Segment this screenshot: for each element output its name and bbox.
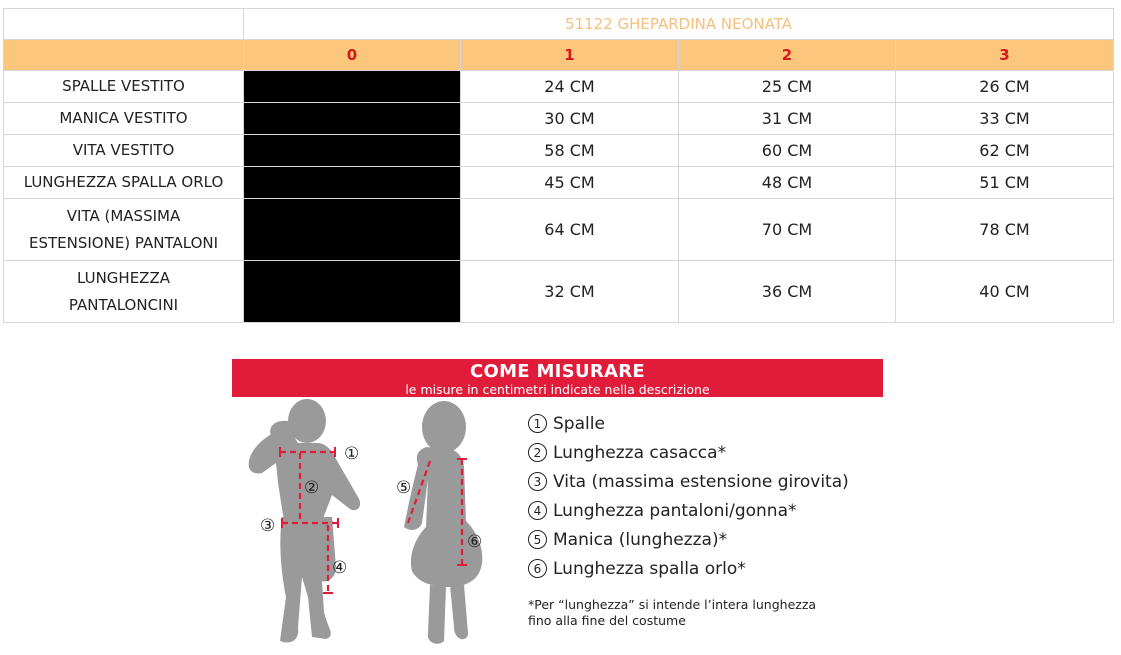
marker-1: ① [344, 444, 360, 464]
redacted-cell [244, 135, 461, 167]
table-row [4, 71, 1114, 103]
legend-item [528, 496, 888, 525]
table-cell: 78 CM [896, 199, 1114, 261]
row-label-line: PANTALONCINI [68, 295, 179, 314]
table-cell: 25 CM [679, 71, 896, 103]
marker-4: ④ [332, 558, 348, 578]
corner-cell [4, 9, 244, 40]
redacted-cell [244, 261, 461, 323]
row-label: VITA VESTITO [4, 135, 244, 167]
legend-number: 3 [528, 472, 547, 491]
row-label: LUNGHEZZA SPALLA ORLO [4, 167, 244, 199]
note-line: fino alla fine del costume [528, 613, 686, 628]
table-cell: 33 CM [896, 103, 1114, 135]
guide-subtitle: le misure in centimetri indicate nella descrizione [405, 382, 710, 397]
table-row [4, 261, 1114, 323]
legend-text: Lunghezza spalla orlo* [553, 558, 746, 579]
size-header-0: 0 [244, 40, 461, 71]
table-cell: 32 CM [461, 261, 679, 323]
legend-text: Vita (massima estensione girovita) [553, 471, 849, 492]
length-note [528, 597, 888, 629]
table-cell: 40 CM [896, 261, 1114, 323]
legend-text: Lunghezza casacca* [553, 442, 727, 463]
table-cell: 31 CM [679, 103, 896, 135]
table-cell: 24 CM [461, 71, 679, 103]
marker-3: ③ [260, 516, 276, 536]
row-label-line: LUNGHEZZA [76, 268, 170, 287]
table-cell: 58 CM [461, 135, 679, 167]
legend-number: 1 [528, 414, 547, 433]
legend-item [528, 467, 888, 496]
child-figures-illustration [232, 397, 522, 649]
measure-guide [232, 359, 883, 649]
legend-text: Spalle [553, 413, 605, 434]
guide-title: COME MISURARE [469, 361, 646, 382]
table-cell: 45 CM [461, 167, 679, 199]
legend-text: Manica (lunghezza)* [553, 529, 728, 550]
table-cell: 30 CM [461, 103, 679, 135]
marker-6: ⑥ [467, 532, 483, 552]
redacted-cell [244, 103, 461, 135]
row-label-line: ESTENSIONE) PANTALONI [28, 233, 219, 252]
legend-number: 5 [528, 530, 547, 549]
size-table [3, 8, 1114, 323]
guide-banner [232, 359, 883, 397]
size-header-1: 1 [461, 40, 679, 71]
marker-2: ② [304, 478, 320, 498]
table-row [4, 167, 1114, 199]
table-cell: 48 CM [679, 167, 896, 199]
table-title: 51122 GHEPARDINA NEONATA [244, 9, 1114, 40]
redacted-cell [244, 199, 461, 261]
legend-number: 6 [528, 559, 547, 578]
row-label [4, 199, 244, 261]
legend-number: 2 [528, 443, 547, 462]
row-label [4, 261, 244, 323]
marker-5: ⑤ [396, 478, 412, 498]
legend-item [528, 438, 888, 467]
table-row [4, 199, 1114, 261]
table-row [4, 135, 1114, 167]
size-header-2: 2 [679, 40, 896, 71]
legend-item [528, 554, 888, 583]
table-cell: 70 CM [679, 199, 896, 261]
legend-number: 4 [528, 501, 547, 520]
back-child-silhouette [404, 401, 482, 644]
table-cell: 60 CM [679, 135, 896, 167]
table-title-row [4, 9, 1114, 40]
table-cell: 51 CM [896, 167, 1114, 199]
row-label: MANICA VESTITO [4, 103, 244, 135]
measure-legend [528, 409, 888, 629]
table-cell: 36 CM [679, 261, 896, 323]
size-header-row [4, 40, 1114, 71]
table-cell: 62 CM [896, 135, 1114, 167]
redacted-cell [244, 167, 461, 199]
size-header-3: 3 [896, 40, 1114, 71]
note-line: *Per “lunghezza” si intende l’intera lunghezza [528, 597, 817, 612]
table-row [4, 103, 1114, 135]
row-label: SPALLE VESTITO [4, 71, 244, 103]
redacted-cell [244, 71, 461, 103]
header-blank-cell [4, 40, 244, 71]
row-label-line: VITA (MASSIMA [66, 206, 181, 225]
table-cell: 64 CM [461, 199, 679, 261]
legend-item [528, 409, 888, 438]
table-cell: 26 CM [896, 71, 1114, 103]
legend-text: Lunghezza pantaloni/gonna* [553, 500, 797, 521]
legend-item [528, 525, 888, 554]
